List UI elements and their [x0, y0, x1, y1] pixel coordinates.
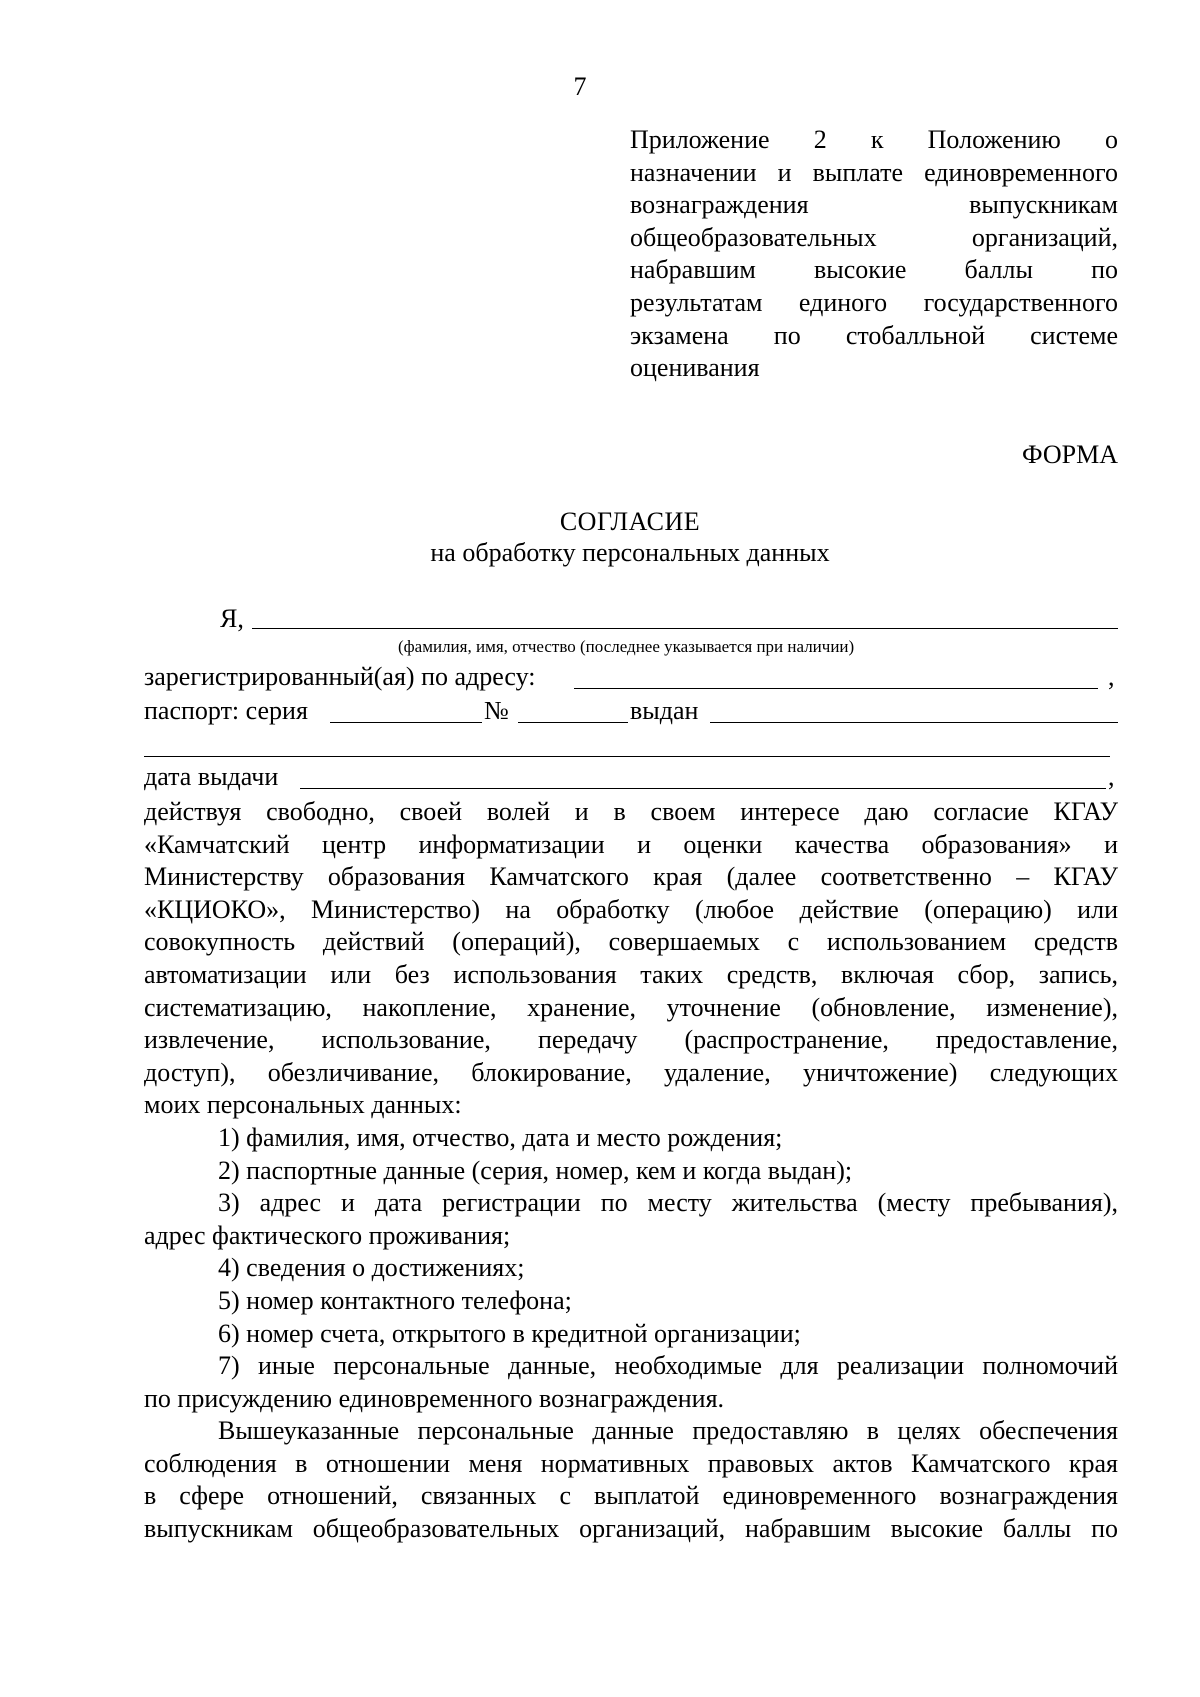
- appendix-header: [630, 124, 1118, 385]
- address-label: зарегистрированный(ая) по адресу:: [144, 662, 536, 691]
- comma: ,: [1108, 762, 1115, 791]
- passport-series-field[interactable]: [330, 722, 482, 723]
- list-item: 3) адрес и дата регистрации по месту жительства (месту пребывания),: [218, 1188, 1118, 1218]
- consent-body: [144, 796, 1118, 1546]
- body-line: совокупность действий (операций), совершаемых с использованием средств: [144, 927, 1118, 957]
- list-item: 4) сведения о достижениях;: [218, 1253, 525, 1283]
- list-item: 1) фамилия, имя, отчество, дата и место рождения;: [218, 1122, 783, 1152]
- passport-number-field[interactable]: [518, 722, 628, 723]
- document-title: СОГЛАСИЕ: [559, 507, 701, 536]
- body-line: автоматизации или без использования таких средств, включая сбор, запись,: [144, 959, 1118, 989]
- body-line: «Камчатский центр информатизации и оценки качества образования» и: [144, 829, 1118, 859]
- body-line: моих персональных данных:: [144, 1090, 462, 1120]
- page-number: 7: [573, 72, 587, 101]
- appendix-line: результатам единого государственного: [630, 287, 1118, 317]
- issued-by-field-continuation[interactable]: [144, 756, 1110, 757]
- appendix-line: экзамена по стобалльной системе: [630, 320, 1118, 350]
- address-field[interactable]: [574, 688, 1098, 689]
- issued-by-field[interactable]: [710, 722, 1118, 723]
- appendix-line: общеобразовательных организаций,: [630, 222, 1118, 252]
- appendix-line: Приложение 2 к Положению о: [630, 125, 1118, 154]
- body-line: извлечение, использование, передачу (распространение, предоставление,: [144, 1025, 1118, 1055]
- ya-label: Я,: [220, 604, 244, 633]
- body-line: Вышеуказанные персональные данные предоставляю в целях обеспечения: [218, 1416, 1118, 1446]
- appendix-line: вознаграждения выпускникам: [630, 190, 1118, 220]
- passport-number-label: №: [484, 696, 509, 725]
- body-line: соблюдения в отношении меня нормативных правовых актов Камчатского края: [144, 1448, 1118, 1478]
- list-item-continuation: адрес фактического проживания;: [144, 1220, 511, 1250]
- comma: ,: [1108, 662, 1115, 691]
- list-item: 6) номер счета, открытого в кредитной организации;: [218, 1318, 801, 1348]
- issue-date-label: дата выдачи: [144, 762, 279, 791]
- issue-date-field[interactable]: [300, 788, 1106, 789]
- form-label: ФОРМА: [1022, 440, 1118, 469]
- body-line: Министерству образования Камчатского края (далее соответственно – КГАУ: [144, 862, 1118, 892]
- body-line: выпускникам общеобразовательных организаций, набравшим высокие баллы по: [144, 1514, 1118, 1544]
- list-item: 7) иные персональные данные, необходимые для реализации полномочий: [218, 1351, 1118, 1381]
- appendix-line: оценивания: [630, 353, 760, 383]
- document-subtitle: на обработку персональных данных: [430, 538, 830, 567]
- body-line: доступ), обезличивание, блокирование, удаление, уничтожение) следующих: [144, 1057, 1118, 1087]
- list-item: 2) паспортные данные (серия, номер, кем и когда выдан);: [218, 1155, 853, 1185]
- appendix-line: назначении и выплате единовременного: [630, 157, 1118, 187]
- list-item-continuation: по присуждению единовременного вознаграждения.: [144, 1383, 725, 1413]
- issued-by-label: выдан: [630, 696, 699, 725]
- full-name-field[interactable]: [252, 628, 1118, 629]
- body-line: систематизацию, накопление, хранение, уточнение (обновление, изменение),: [144, 992, 1118, 1022]
- body-line: «КЦИОКО», Министерство) на обработку (любое действие (операцию) или: [144, 894, 1118, 924]
- appendix-line: набравшим высокие баллы по: [630, 255, 1118, 285]
- body-line: в сфере отношений, связанных с выплатой единовременного вознаграждения: [144, 1481, 1118, 1511]
- list-item: 5) номер контактного телефона;: [218, 1285, 572, 1315]
- body-line: действуя свободно, своей волей и в своем интересе даю согласие КГАУ: [144, 797, 1118, 826]
- name-hint: (фамилия, имя, отчество (последнее указывается при наличии): [398, 637, 855, 656]
- passport-series-label: паспорт: серия: [144, 696, 308, 725]
